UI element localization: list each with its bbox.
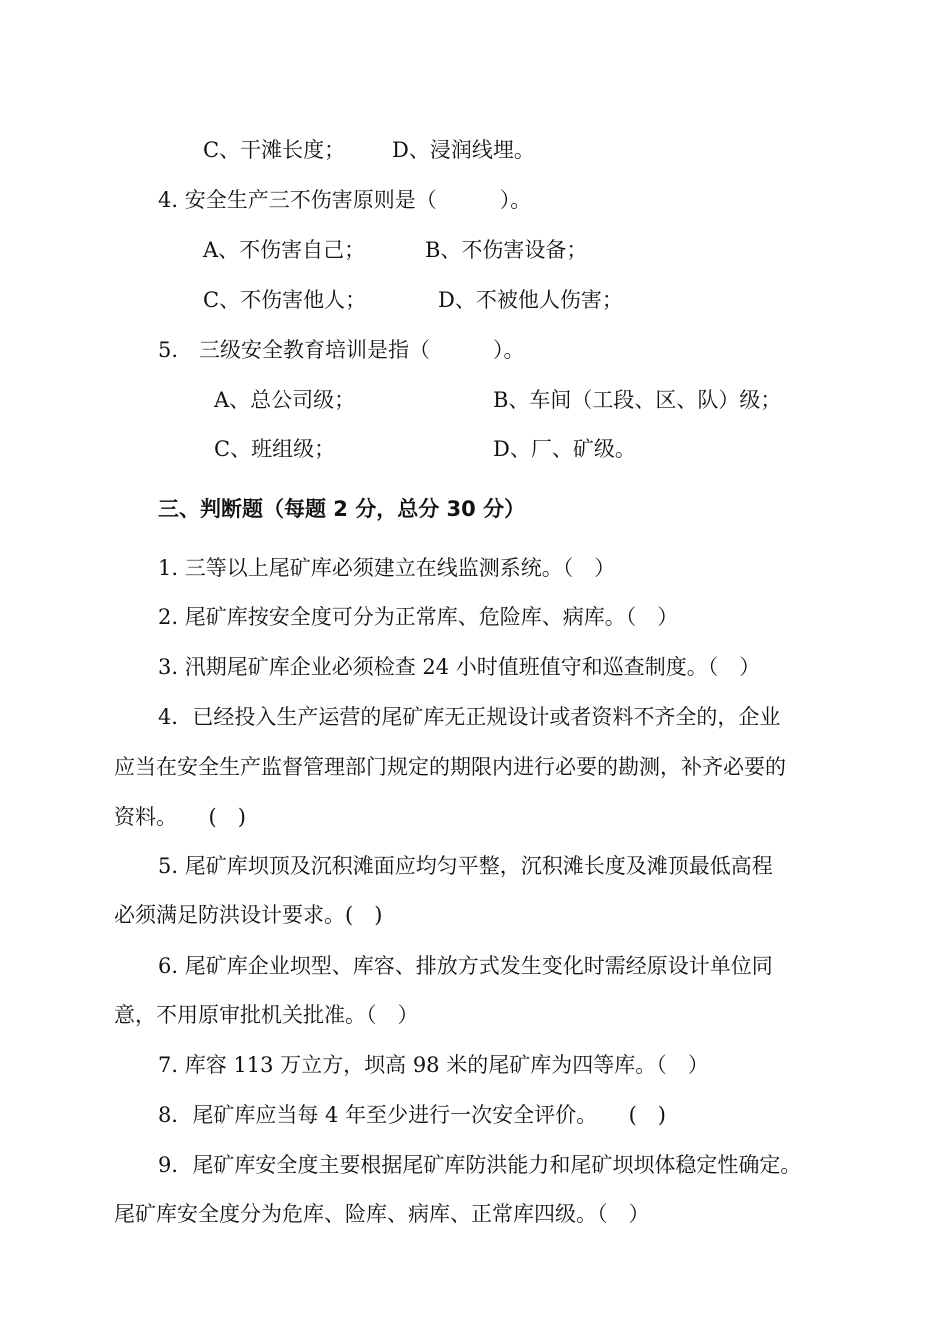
tf-question-5-line-2: 必须满足防洪设计要求。( ) (114, 903, 383, 927)
tf-question-8: 8．尾矿库应当每 4 年至少进行一次安全评价。 ( ) (158, 1103, 666, 1127)
q3-option-c: C、干滩长度； (203, 138, 346, 162)
section-title-true-false: 三、判断题（每题 2 分，总分 30 分） (158, 497, 526, 521)
tf-question-4-line-2: 应当在安全生产监督管理部门规定的期限内进行必要的勘测，补齐必要的 (114, 755, 786, 779)
tf-question-4-line-3: 资料。 ( ) (114, 805, 246, 829)
tf-question-9-line-1: 9．尾矿库安全度主要根据尾矿库防洪能力和尾矿坝坝体稳定性确定。 (158, 1153, 802, 1177)
q5-option-b: B、车间（工段、区、队）级； (493, 388, 782, 412)
tf-question-6-line-2: 意，不用原审批机关批准。（ ） (114, 1003, 419, 1027)
q5-option-d: D、厂、矿级。 (493, 437, 636, 461)
q4-option-c: C、不伤害他人； (203, 288, 367, 312)
tf-question-7: 7. 库容 113 万立方，坝高 98 米的尾矿库为四等库。（ ） (158, 1053, 709, 1077)
q5-stem: 5. 三级安全教育培训是指（ ）。 (158, 338, 525, 362)
q4-option-d: D、不被他人伤害； (438, 288, 623, 312)
tf-question-5-line-1: 5. 尾矿库坝顶及沉积滩面应均匀平整，沉积滩长度及滩顶最低高程 (158, 854, 773, 878)
q4-stem: 4. 安全生产三不伤害原则是（ ）。 (158, 188, 532, 212)
tf-question-4-line-1: 4．已经投入生产运营的尾矿库无正规设计或者资料不齐全的，企业 (158, 705, 781, 729)
q4-option-b: B、不伤害设备； (425, 238, 588, 262)
q4-option-a: A、不伤害自己； (203, 238, 366, 262)
tf-question-1: 1. 三等以上尾矿库必须建立在线监测系统。（ ） (158, 556, 616, 580)
q5-option-c: C、班组级； (214, 437, 336, 461)
tf-question-3: 3. 汛期尾矿库企业必须检查 24 小时值班值守和巡查制度。（ ） (158, 655, 761, 679)
q3-option-d: D、浸润线埋。 (392, 138, 535, 162)
tf-question-6-line-1: 6. 尾矿库企业坝型、库容、排放方式发生变化时需经原设计单位同 (158, 954, 773, 978)
q5-option-a: A、总公司级； (214, 388, 356, 412)
tf-question-2: 2. 尾矿库按安全度可分为正常库、危险库、病库。（ ） (158, 605, 679, 629)
tf-question-9-line-2: 尾矿库安全度分为危库、险库、病库、正常库四级。（ ） (114, 1202, 650, 1226)
